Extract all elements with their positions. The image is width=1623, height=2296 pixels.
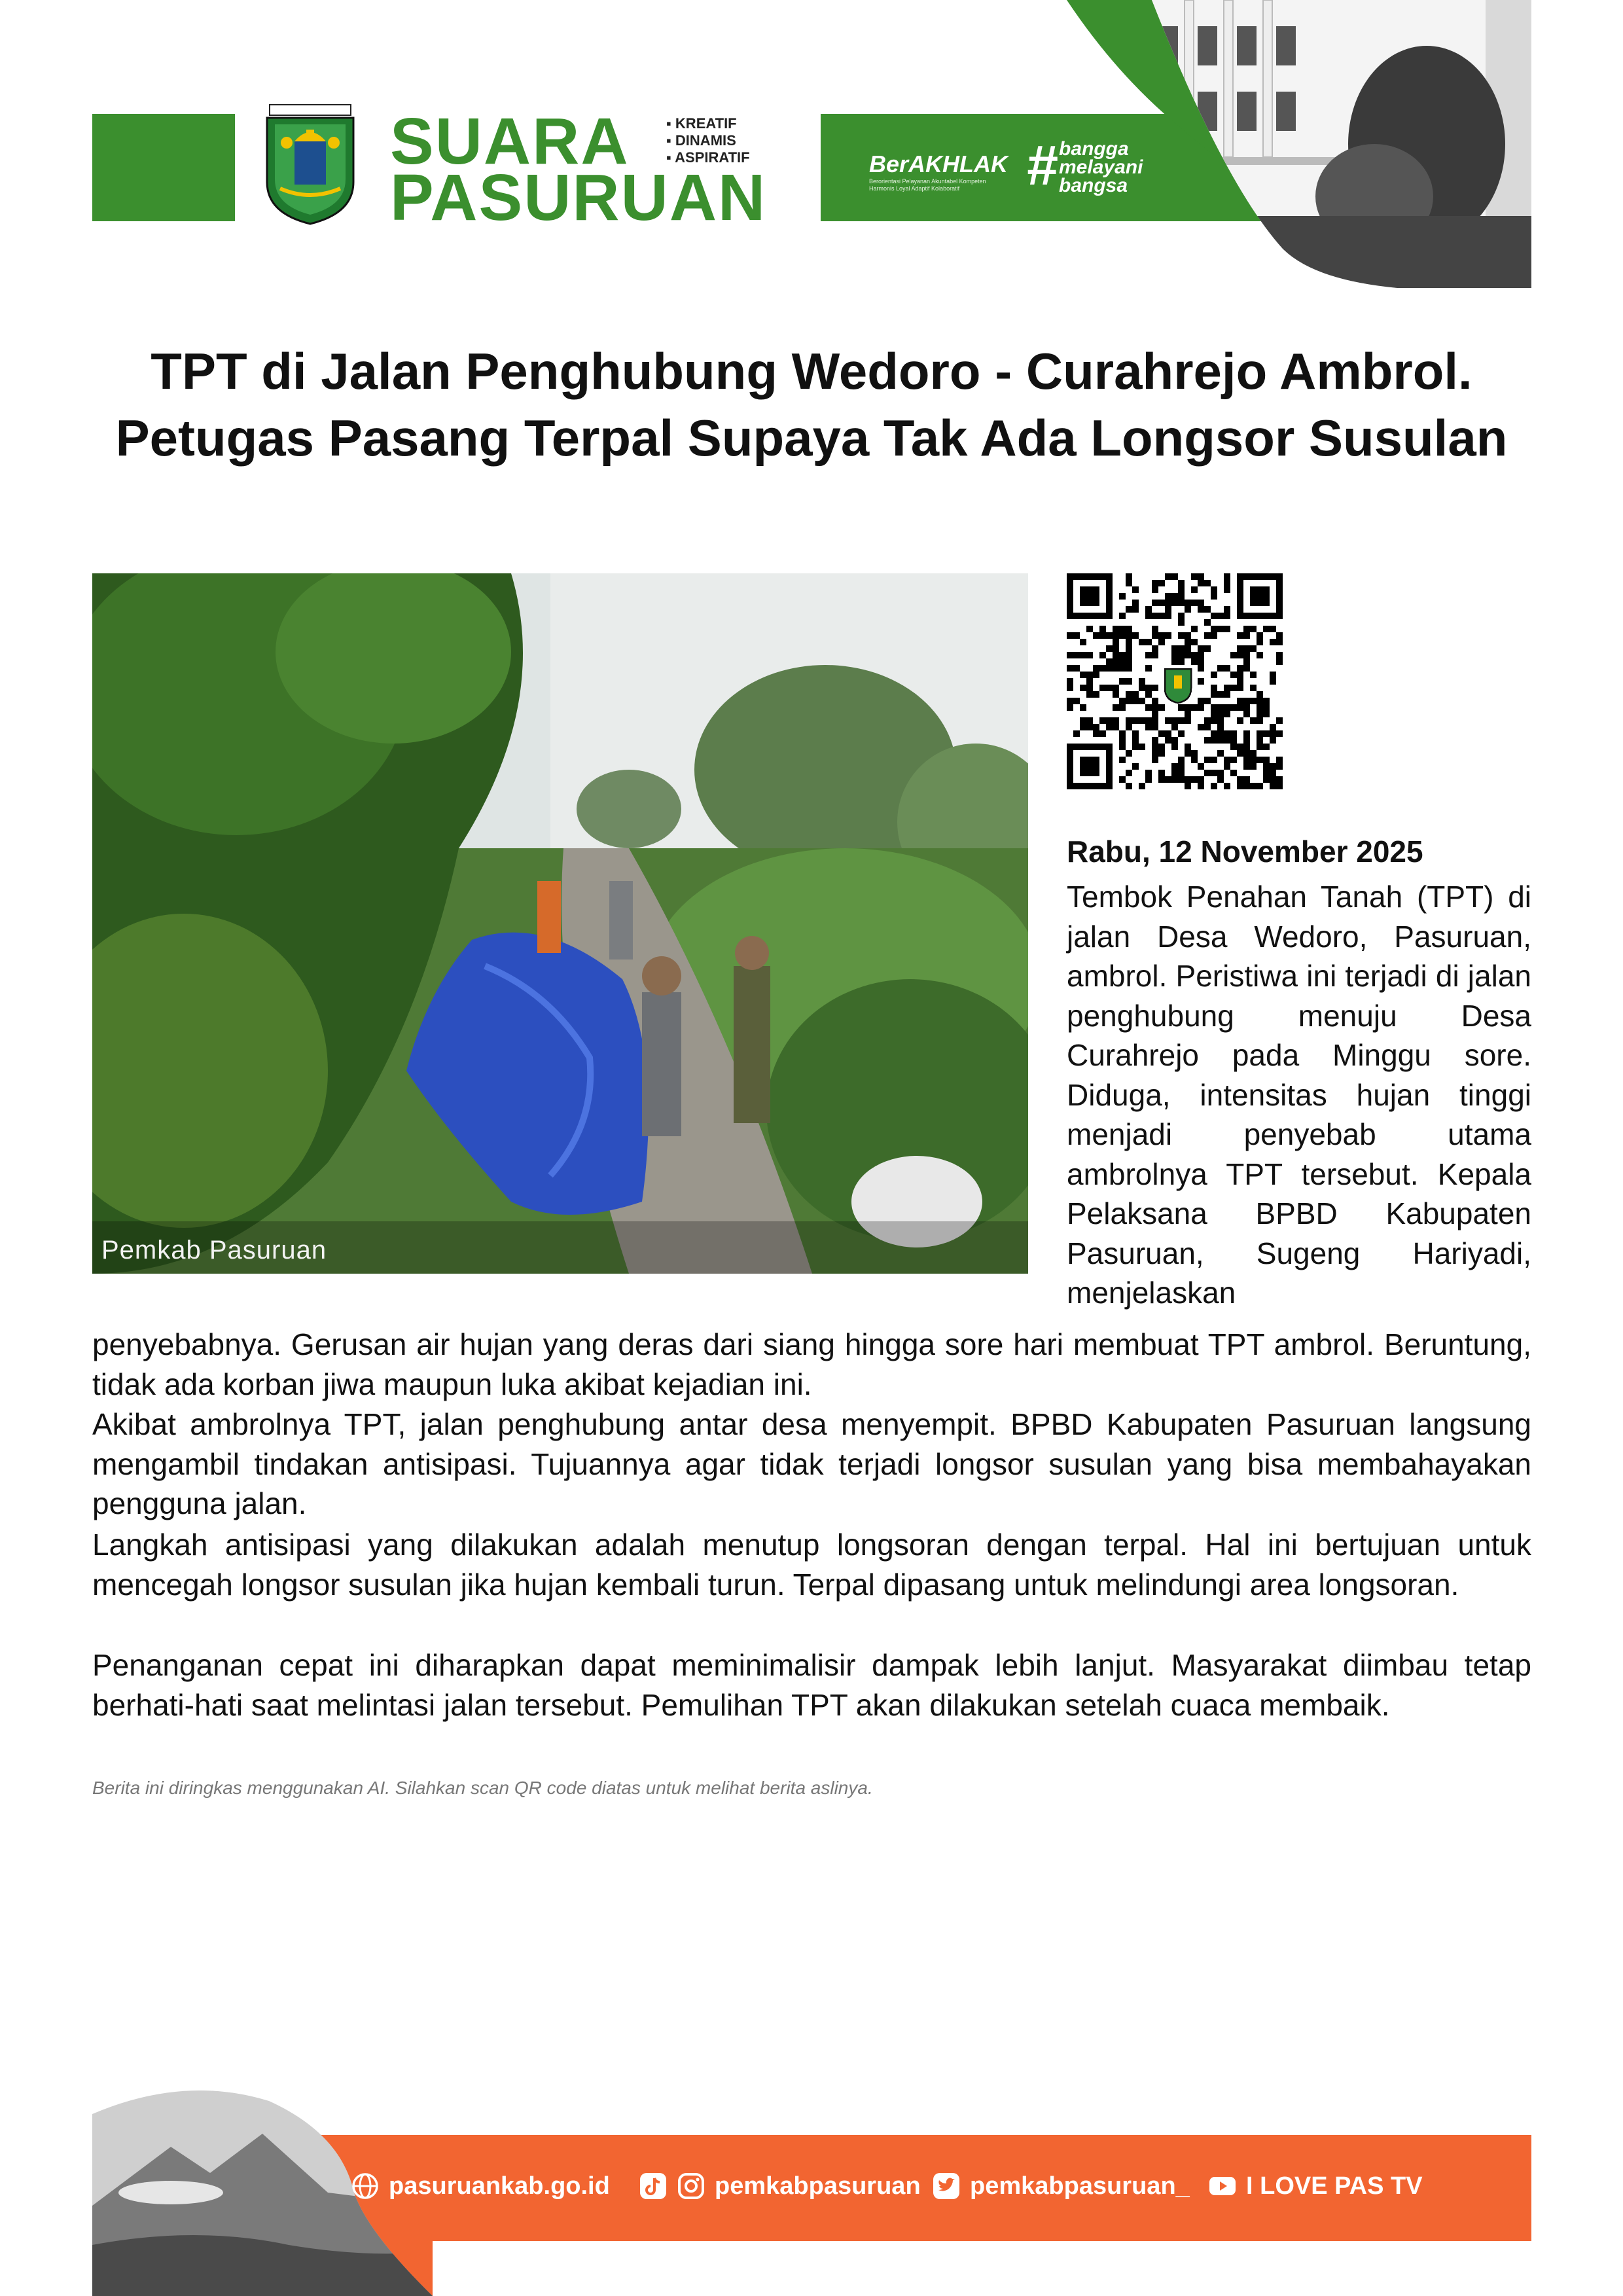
brand-tagline — [666, 115, 750, 166]
tiktok-icon — [639, 2172, 668, 2200]
footer-website-link[interactable] — [351, 2172, 610, 2200]
hashtag-word: melayani — [1059, 156, 1143, 178]
hashtag-icon: # — [1026, 134, 1058, 197]
berakhlak-logo: BerAKHLAK — [869, 151, 1008, 177]
tagline-item: ▪ ASPIRATIF — [666, 149, 750, 166]
news-photo — [92, 573, 1028, 1274]
tagline-item: ▪ DINAMIS — [666, 132, 750, 149]
article-paragraph: Akibat ambrolnya TPT, jalan penghubung antar desa menyempit. BPBD Kabupaten Pasuruan langsung mengambil tindakan antisipasi. Tujuannya agar tidak terjadi longsor susulan yang bisa membahayakan pengguna jalan. — [92, 1407, 1531, 1520]
article-title: TPT di Jalan Penghubung Wedoro - Curahrejo Ambrol. Petugas Pasang Terpal Supaya Tak Ada Longsor Susulan — [115, 342, 1508, 467]
footer-youtube-link[interactable] — [1208, 2172, 1423, 2200]
article-paragraph: Langkah antisipasi yang dilakukan adalah menutup longsoran dengan terpal. Hal ini bertujuan untuk mencegah longsor susulan jika hujan kembali turun. Terpal dipasang untuk melindungi area longsoran. — [92, 1528, 1531, 1602]
footer-website-text: pasuruankab.go.id — [389, 2172, 610, 2200]
footer-social1-text: pemkabpasuruan — [715, 2172, 921, 2200]
brand-name-line1: SUARA — [390, 105, 630, 178]
article-paragraph: penyebabnya. Gerusan air hujan yang deras dari siang hingga sore hari membuat TPT ambrol. Beruntung, tidak ada korban jiwa maupun luka akibat kejadian ini. — [92, 1327, 1531, 1401]
hashtag-word: bangsa — [1059, 175, 1128, 196]
footer-tiktok-instagram-link[interactable] — [639, 2172, 921, 2200]
article-paragraph: Tembok Penahan Tanah (TPT) di jalan Desa Wedoro, Pasuruan, ambrol. Peristiwa ini terjadi di jalan penghubung menuju Desa Curahrejo pada Minggu sore. Diduga, intensitas hujan tinggi menjadi penyebab utama ambrolnya TPT tersebut. Kepala Pelaksana BPBD Kabupaten Pasuruan, Sugeng Hariyadi, menjelaskan — [1067, 880, 1531, 1310]
hashtag-word: bangga — [1059, 138, 1129, 160]
instagram-icon — [677, 2172, 705, 2200]
footer-twitter-link[interactable] — [932, 2172, 1190, 2200]
twitter-icon — [932, 2172, 961, 2200]
header-left-bar — [92, 114, 235, 221]
brand-name-line2: PASURUAN — [390, 161, 767, 234]
globe-icon — [351, 2172, 380, 2200]
youtube-icon — [1208, 2172, 1237, 2200]
photo-credit: Pemkab Pasuruan — [101, 1236, 327, 1265]
qr-code[interactable] — [1067, 573, 1283, 789]
pasuruan-crest-logo — [260, 103, 360, 225]
tagline-item: ▪ KREATIF — [666, 115, 750, 132]
article-paragraph: Penanganan cepat ini diharapkan dapat meminimalisir dampak lebih lanjut. Masyarakat diimbau tetap berhati-hati saat melintasi jalan tersebut. Pemulihan TPT akan dilakukan setelah cuaca membaik. — [92, 1648, 1531, 1722]
berakhlak-subtitle: Berorientasi Pelayanan Akuntabel Kompeten Harmonis Loyal Adaptif Kolaboratif — [869, 178, 986, 192]
article-date: Rabu, 12 November 2025 — [1067, 834, 1423, 869]
footer-social2-text: pemkabpasuruan_ — [970, 2172, 1190, 2200]
hashtag-campaign — [1059, 140, 1143, 195]
footer-tv-text: I LOVE PAS TV — [1246, 2172, 1423, 2200]
ai-disclaimer: Berita ini diringkas menggunakan AI. Silahkan scan QR code diatas untuk melihat berita aslinya. — [92, 1778, 873, 1798]
